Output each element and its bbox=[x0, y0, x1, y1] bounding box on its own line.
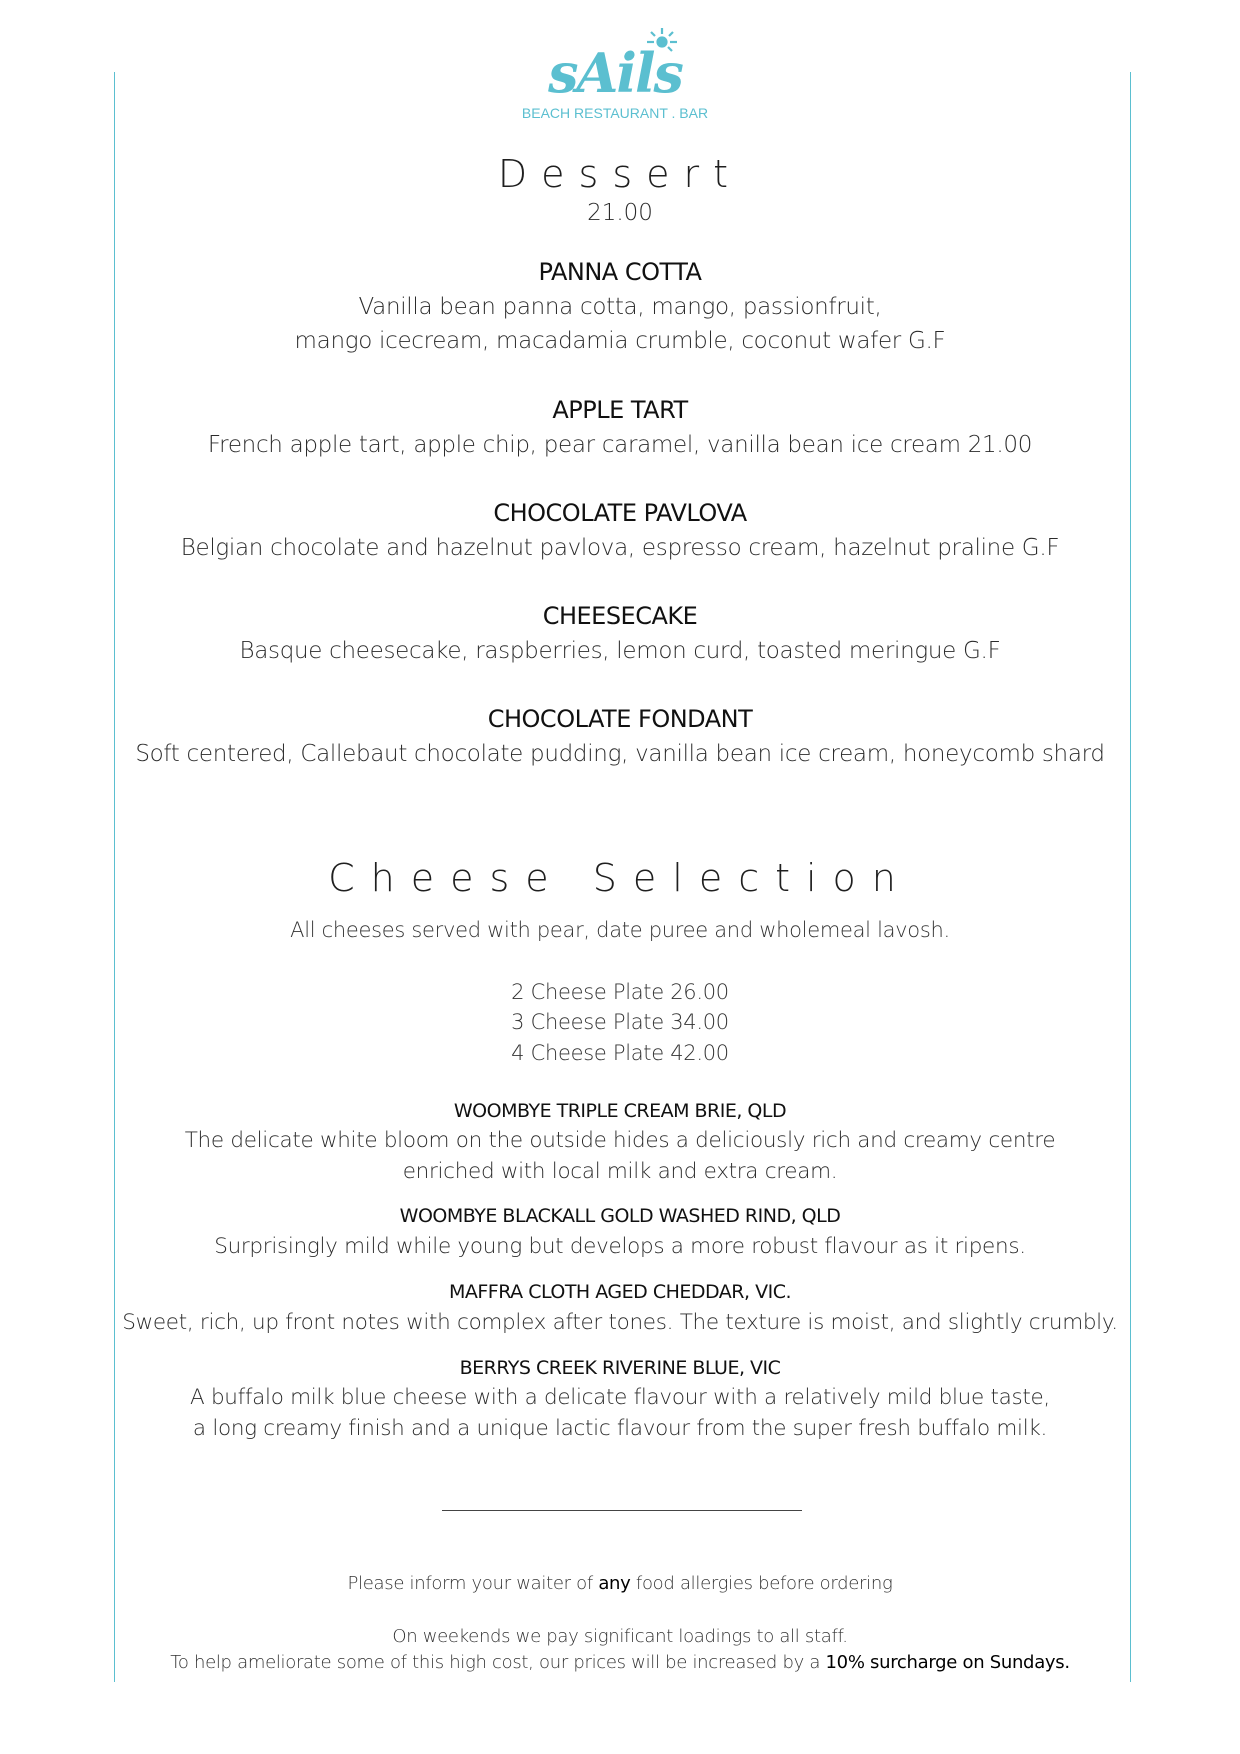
cheese-item-desc: a long creamy finish and a unique lactic flavour from the super fresh buffalo milk. bbox=[192, 1416, 1048, 1441]
weekend-notice: On weekends we pay significant loadings to all staff. bbox=[392, 1626, 848, 1647]
cheese-plate-price: 4 Cheese Plate 42.00 bbox=[511, 1041, 729, 1065]
dessert-item-name: APPLE TART bbox=[552, 396, 688, 424]
surcharge-notice bbox=[0, 1652, 1240, 1673]
dessert-item-desc: Vanilla bean panna cotta, mango, passionfruit, bbox=[358, 294, 882, 320]
dessert-item-desc: Belgian chocolate and hazelnut pavlova, espresso cream, hazelnut praline G.F bbox=[180, 535, 1060, 561]
cheese-item-desc: enriched with local milk and extra cream. bbox=[402, 1159, 838, 1184]
dessert-item-desc: French apple tart, apple chip, pear caramel, vanilla bean ice cream 21.00 bbox=[207, 432, 1033, 458]
logo-tagline: BEACH RESTAURANT . BAR bbox=[521, 105, 709, 121]
cheese-item-desc: Sweet, rich, up front notes with complex after tones. The texture is moist, and slightly crumbly. bbox=[122, 1310, 1118, 1335]
dessert-item-name: PANNA COTTA bbox=[538, 258, 702, 286]
cheese-heading: Cheese Selection bbox=[328, 856, 912, 900]
cheese-item-name: WOOMBYE TRIPLE CREAM BRIE, QLD bbox=[453, 1100, 787, 1122]
cheese-item-name: WOOMBYE BLACKALL GOLD WASHED RIND, QLD bbox=[399, 1205, 841, 1227]
surcharge-emphasis: 10% surcharge on Sundays. bbox=[825, 1652, 1070, 1673]
allergy-notice bbox=[0, 1573, 1240, 1594]
dessert-price: 21.00 bbox=[587, 200, 653, 226]
allergy-text: Please inform your waiter of bbox=[347, 1573, 599, 1594]
dessert-heading: Dessert bbox=[497, 152, 743, 196]
dessert-item-desc: mango icecream, macadamia crumble, coconut wafer G.F bbox=[294, 328, 946, 354]
surcharge-text: To help ameliorate some of this high cost, our prices will be increased by a bbox=[170, 1652, 826, 1673]
allergy-text: food allergies before ordering bbox=[630, 1573, 893, 1594]
dessert-item-desc: Soft centered, Callebaut chocolate pudding, vanilla bean ice cream, honeycomb shard bbox=[135, 741, 1105, 767]
sails-logo bbox=[515, 20, 715, 125]
allergy-emphasis: any bbox=[598, 1573, 631, 1594]
dessert-item-name: CHEESECAKE bbox=[542, 602, 698, 630]
dessert-item-name: CHOCOLATE FONDANT bbox=[487, 705, 753, 733]
cheese-item-desc: A buffalo milk blue cheese with a delicate flavour with a relatively mild blue taste, bbox=[190, 1385, 1050, 1410]
cheese-plate-price: 2 Cheese Plate 26.00 bbox=[511, 980, 729, 1004]
dessert-item-name: CHOCOLATE PAVLOVA bbox=[493, 499, 747, 527]
divider-rule bbox=[442, 1510, 802, 1511]
logo-wordmark: sAils bbox=[548, 41, 682, 105]
cheese-item-desc: The delicate white bloom on the outside hides a deliciously rich and creamy centre bbox=[184, 1128, 1056, 1153]
cheese-item-desc: Surprisingly mild while young but develops a more robust flavour as it ripens. bbox=[214, 1234, 1026, 1259]
cheese-intro: All cheeses served with pear, date puree and wholemeal lavosh. bbox=[290, 918, 950, 942]
cheese-item-name: MAFFRA CLOTH AGED CHEDDAR, VIC. bbox=[448, 1281, 791, 1303]
dessert-item-desc: Basque cheesecake, raspberries, lemon curd, toasted meringue G.F bbox=[239, 638, 1001, 664]
cheese-item-name: BERRYS CREEK RIVERINE BLUE, VIC bbox=[459, 1357, 781, 1379]
cheese-plate-price: 3 Cheese Plate 34.00 bbox=[511, 1010, 729, 1034]
